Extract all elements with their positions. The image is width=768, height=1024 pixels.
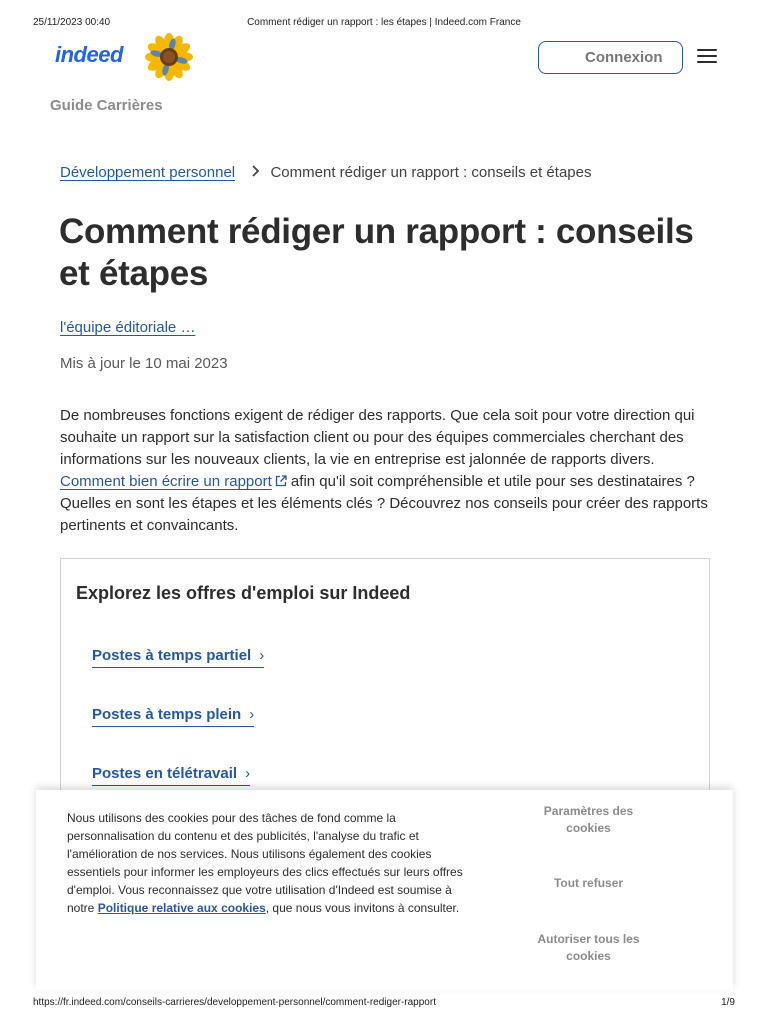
print-doc-title: Comment rédiger un rapport : les étapes | Indeed.com France	[247, 17, 521, 28]
cookie-banner	[36, 790, 733, 990]
job-offers-box	[60, 558, 710, 798]
job-link-label: Postes en télétravail	[92, 765, 238, 782]
job-link-part-time[interactable]	[92, 647, 264, 668]
chevron-right-icon: ›	[249, 706, 255, 723]
breadcrumb-parent-link[interactable]: Développement personnel	[60, 164, 236, 181]
intro-text-1: De nombreuses fonctions exigent de rédiger des rapports. Que cela soit pour votre direction qui souhaite un rapport sur la satisfaction client ou pour des équipes commerciales cherchant des informations sur les nouveaux clients, la vie en entreprise est jalonnée de rapports divers.	[60, 407, 695, 468]
chevron-right-icon: ›	[259, 647, 265, 664]
section-title[interactable]: Guide Carrières	[50, 97, 163, 114]
cookie-text-1: Nous utilisons des cookies pour des tâches de fond comme la personnalisation du contenu et des publicités, l'analyse du trafic et l'amélioration de nos services. Nous utilisons également des cookies essentiels pour informer les employeurs des clics effectués sur leurs offres d'emploi. Vous reconnaissez que votre utilisation d'Indeed est soumise à notre	[67, 811, 463, 915]
sunflower-icon	[143, 33, 195, 81]
updated-date: Mis à jour le 10 mai 2023	[60, 355, 228, 372]
breadcrumb-current: Comment rédiger un rapport : conseils et étapes	[270, 164, 592, 181]
cookie-text-2: , que nous vous invitons à consulter.	[265, 901, 460, 915]
job-link-label: Postes à temps partiel	[92, 647, 252, 664]
cookie-policy-link[interactable]: Politique relative aux cookies	[97, 901, 266, 915]
page-title: Comment rédiger un rapport : conseils et étapes	[59, 212, 694, 293]
job-offers-title: Explorez les offres d'emploi sur Indeed	[76, 583, 411, 603]
job-link-full-time[interactable]	[92, 706, 254, 727]
print-url: https://fr.indeed.com/conseils-carrieres/developpement-personnel/comment-rediger-rapport	[33, 997, 436, 1008]
cookie-accept-button[interactable]: Autoriser tous les cookies	[526, 931, 651, 965]
cookie-settings-button[interactable]: Paramètres des cookies	[526, 803, 651, 837]
print-header	[33, 17, 735, 31]
breadcrumb	[60, 164, 591, 181]
indeed-logo[interactable]: indeed	[55, 42, 123, 67]
intro-text-2: afin qu'il soit compréhensible et utile pour ses destinataires ? Quelles en sont les étapes et les éléments clés ? Découvrez nos conseils pour créer des rapports pertinents et convaincants.	[60, 473, 708, 534]
inline-article-link-label: Comment bien écrire un rapport	[60, 473, 272, 490]
intro-paragraph	[60, 405, 710, 537]
chevron-right-icon	[251, 164, 260, 181]
print-page-number: 1/9	[721, 997, 735, 1008]
chevron-right-icon: ›	[245, 765, 251, 782]
author-link[interactable]: l'équipe éditoriale …	[60, 319, 196, 336]
login-button[interactable]: Connexion	[538, 41, 683, 74]
external-link-icon	[275, 475, 287, 487]
print-footer	[33, 997, 735, 1011]
job-link-remote[interactable]	[92, 765, 250, 786]
cookie-refuse-button[interactable]: Tout refuser	[526, 875, 651, 892]
inline-article-link[interactable]	[60, 473, 287, 490]
hamburger-menu-icon[interactable]	[697, 49, 717, 63]
print-date: 25/11/2023 00:40	[33, 17, 111, 28]
cookie-text	[67, 809, 477, 917]
job-link-label: Postes à temps plein	[92, 706, 242, 723]
